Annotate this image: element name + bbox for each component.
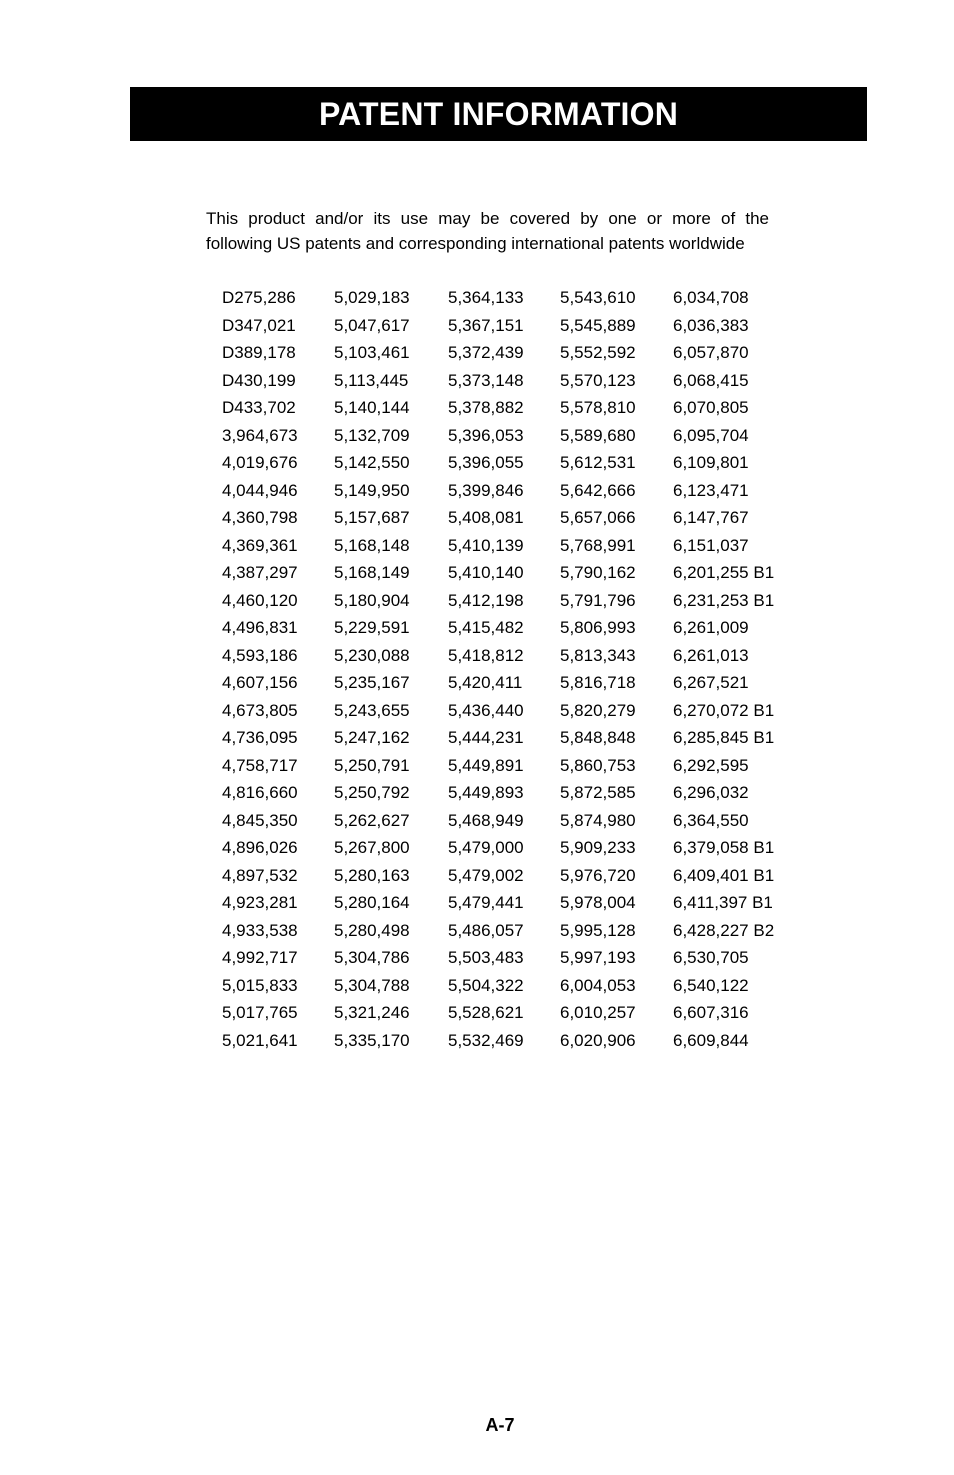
patent-number: 4,387,297: [222, 563, 298, 582]
patent-number: 5,415,482: [448, 618, 524, 637]
patent-number: 5,816,718: [560, 673, 636, 692]
patent-number: 5,378,882: [448, 398, 524, 417]
patent-number: 6,036,383: [673, 315, 749, 335]
patent-number: 6,270,072 B1: [673, 700, 775, 720]
patent-number: 4,369,361: [222, 535, 298, 555]
patent-number: 5,909,233: [560, 838, 636, 857]
patent-row: [222, 504, 802, 532]
patent-number: 5,247,162: [334, 728, 410, 747]
patent-number: 5,570,123: [560, 370, 636, 390]
patent-number: 5,367,151: [448, 315, 524, 335]
patent-number: 5,479,000: [448, 838, 524, 857]
patent-number: 6,530,705: [673, 948, 749, 967]
patent-number: 4,896,026: [222, 838, 298, 857]
page-number: A-7: [485, 1415, 515, 1435]
patent-number: 5,373,148: [448, 370, 524, 390]
patent-number: 6,068,415: [673, 370, 749, 390]
patent-number: 5,410,139: [448, 535, 524, 555]
patent-number: 6,147,767: [673, 508, 749, 527]
patent-row: [222, 614, 802, 642]
patent-number: 5,230,088: [334, 645, 410, 665]
patent-number: 5,396,053: [448, 425, 524, 445]
patent-row: [222, 862, 802, 890]
patent-row: [222, 312, 802, 340]
patent-number: 6,609,844: [673, 1030, 749, 1050]
patent-number: 5,103,461: [334, 343, 410, 362]
patent-number: 5,874,980: [560, 810, 636, 830]
patent-row: [222, 669, 802, 697]
patent-number: 5,017,765: [222, 1003, 298, 1022]
patent-number: 5,142,550: [334, 453, 410, 472]
patent-number: 5,140,144: [334, 398, 410, 417]
patent-number: 5,280,498: [334, 920, 410, 940]
patent-number: 5,589,680: [560, 425, 636, 445]
patent-number: D275,286: [222, 288, 296, 307]
patent-number: 5,578,810: [560, 398, 636, 417]
patent-number: 5,479,002: [448, 865, 524, 885]
patent-row: [222, 944, 802, 972]
patent-number: 3,964,673: [222, 425, 298, 445]
patent-number: 6,020,906: [560, 1030, 636, 1050]
patent-number: 5,408,081: [448, 508, 524, 527]
patent-number: 5,813,343: [560, 645, 636, 665]
patent-number: 5,978,004: [560, 893, 636, 912]
patent-number: 6,231,253 B1: [673, 590, 775, 610]
patent-number: 5,262,627: [334, 810, 410, 830]
patent-number: 5,399,846: [448, 480, 524, 500]
patent-number: 5,528,621: [448, 1003, 524, 1022]
patent-number: 5,250,791: [334, 755, 410, 775]
patent-number: 5,304,786: [334, 948, 410, 967]
patent-number: 5,657,066: [560, 508, 636, 527]
patent-number: 6,364,550: [673, 810, 749, 830]
patent-number: 6,057,870: [673, 343, 749, 362]
patent-number: 6,428,227 B2: [673, 920, 775, 940]
patent-number: 5,479,441: [448, 893, 524, 912]
patent-number: 5,612,531: [560, 453, 636, 472]
patent-number: 4,736,095: [222, 728, 298, 747]
patent-number: 5,504,322: [448, 975, 524, 995]
patent-number: 6,607,316: [673, 1003, 749, 1022]
patent-row: [222, 477, 802, 505]
patent-number: 5,642,666: [560, 480, 636, 500]
patent-number: 5,449,891: [448, 755, 524, 775]
patent-row: [222, 532, 802, 560]
patent-number: 6,123,471: [673, 480, 749, 500]
patent-number: 5,444,231: [448, 728, 524, 747]
patent-number: 5,532,469: [448, 1030, 524, 1050]
patent-number: 5,768,991: [560, 535, 636, 555]
patent-number: 5,029,183: [334, 288, 410, 307]
patent-number: 4,460,120: [222, 590, 298, 610]
patent-row: [222, 999, 802, 1027]
patent-number: 6,004,053: [560, 975, 636, 995]
patent-number: 5,997,193: [560, 948, 636, 967]
patent-number: 5,848,848: [560, 728, 636, 747]
patent-number: 5,449,893: [448, 783, 524, 802]
patent-row: [222, 917, 802, 945]
patent-number: 4,044,946: [222, 480, 298, 500]
patent-number: 4,019,676: [222, 453, 298, 472]
patent-number: 5,790,162: [560, 563, 636, 582]
patent-number: 5,791,796: [560, 590, 636, 610]
patent-number: 5,436,440: [448, 700, 524, 720]
patent-number: 5,820,279: [560, 700, 636, 720]
patent-number: 4,933,538: [222, 920, 298, 940]
patent-row: [222, 724, 802, 752]
patent-number: 5,321,246: [334, 1003, 410, 1022]
patent-number: 4,758,717: [222, 755, 298, 775]
patent-row: [222, 394, 802, 422]
patent-row: [222, 449, 802, 477]
patent-number: 4,360,798: [222, 508, 298, 527]
patent-number: 6,261,009: [673, 618, 749, 637]
patent-number: D433,702: [222, 398, 296, 417]
patent-number: 4,992,717: [222, 948, 298, 967]
patent-number: 4,593,186: [222, 645, 298, 665]
patent-number: 5,372,439: [448, 343, 524, 362]
patent-number: 5,364,133: [448, 288, 524, 307]
patent-number: 4,923,281: [222, 893, 298, 912]
patent-number: 4,816,660: [222, 783, 298, 802]
patent-row: [222, 1027, 802, 1055]
patent-row: [222, 559, 802, 587]
patent-row: [222, 889, 802, 917]
patent-number: 6,292,595: [673, 755, 749, 775]
patent-number: 4,496,831: [222, 618, 298, 637]
patent-number: 5,304,788: [334, 975, 410, 995]
patent-number: 5,235,167: [334, 673, 410, 692]
patent-row: [222, 752, 802, 780]
patent-number: 5,280,163: [334, 865, 410, 885]
patent-number: 6,261,013: [673, 645, 749, 665]
patent-number: D389,178: [222, 343, 296, 362]
patent-number: 5,113,445: [334, 370, 409, 390]
patent-number: 6,411,397 B1: [673, 893, 773, 912]
patent-number: 5,157,687: [334, 508, 410, 527]
patent-number: 6,267,521: [673, 673, 749, 692]
patent-row: [222, 422, 802, 450]
patent-number-list: [222, 284, 802, 1054]
patent-number: 5,410,140: [448, 563, 524, 582]
patent-number: 5,468,949: [448, 810, 524, 830]
patent-number: 5,267,800: [334, 838, 410, 857]
patent-row: [222, 284, 802, 312]
patent-number: 5,021,641: [222, 1030, 298, 1050]
patent-number: 6,010,257: [560, 1003, 636, 1022]
patent-number: 6,540,122: [673, 975, 749, 995]
patent-number: 5,420,411: [448, 673, 523, 692]
patent-number: 5,229,591: [334, 618, 410, 637]
patent-number: 6,409,401 B1: [673, 865, 775, 885]
patent-row: [222, 779, 802, 807]
patent-row: [222, 834, 802, 862]
patent-row: [222, 587, 802, 615]
patent-number: D347,021: [222, 315, 296, 335]
page-title: PATENT INFORMATION: [318, 96, 679, 132]
patent-number: 5,168,148: [334, 535, 410, 555]
patent-number: 4,845,350: [222, 810, 298, 830]
patent-number: 5,552,592: [560, 343, 636, 362]
patent-number: 5,503,483: [448, 948, 524, 967]
patent-row: [222, 642, 802, 670]
patent-number: 5,243,655: [334, 700, 410, 720]
patent-number: 5,995,128: [560, 920, 636, 940]
patent-number: 5,132,709: [334, 425, 410, 445]
patent-number: 5,396,055: [448, 453, 524, 472]
patent-number: 5,280,164: [334, 893, 410, 912]
patent-number: 6,151,037: [673, 535, 749, 555]
patent-number: 5,412,198: [448, 590, 524, 610]
patent-number: 5,015,833: [222, 975, 298, 995]
patent-row: [222, 339, 802, 367]
patent-number: 6,034,708: [673, 288, 749, 307]
patent-number: 4,607,156: [222, 673, 298, 692]
patent-number: 6,201,255 B1: [673, 563, 775, 582]
patent-number: 6,379,058 B1: [673, 838, 775, 857]
patent-number: 5,335,170: [334, 1030, 410, 1050]
patent-number: 5,180,904: [334, 590, 410, 610]
patent-number: D430,199: [222, 370, 296, 390]
patent-number: 6,095,704: [673, 425, 749, 445]
patent-number: 6,296,032: [673, 783, 749, 802]
patent-number: 5,872,585: [560, 783, 636, 802]
patent-number: 5,418,812: [448, 645, 524, 665]
patent-number: 4,673,805: [222, 700, 298, 720]
patent-number: 5,976,720: [560, 865, 636, 885]
patent-number: 5,168,149: [334, 563, 410, 582]
patent-row: [222, 807, 802, 835]
patent-number: 5,250,792: [334, 783, 410, 802]
patent-row: [222, 697, 802, 725]
patent-number: 6,109,801: [673, 453, 749, 472]
title-banner: [130, 87, 867, 141]
patent-number: 5,149,950: [334, 480, 410, 500]
patent-number: 5,860,753: [560, 755, 636, 775]
intro-paragraph: This product and/or its use may be covered by one or more of the following US patents and corresponding international patents worldwide: [206, 209, 769, 253]
patent-row: [222, 367, 802, 395]
patent-number: 6,285,845 B1: [673, 728, 775, 747]
patent-row: [222, 972, 802, 1000]
patent-number: 5,047,617: [334, 315, 410, 335]
patent-number: 5,545,889: [560, 315, 636, 335]
patent-number: 5,806,993: [560, 618, 636, 637]
patent-number: 4,897,532: [222, 865, 298, 885]
patent-number: 5,543,610: [560, 288, 636, 307]
patent-number: 5,486,057: [448, 920, 524, 940]
patent-number: 6,070,805: [673, 398, 749, 417]
